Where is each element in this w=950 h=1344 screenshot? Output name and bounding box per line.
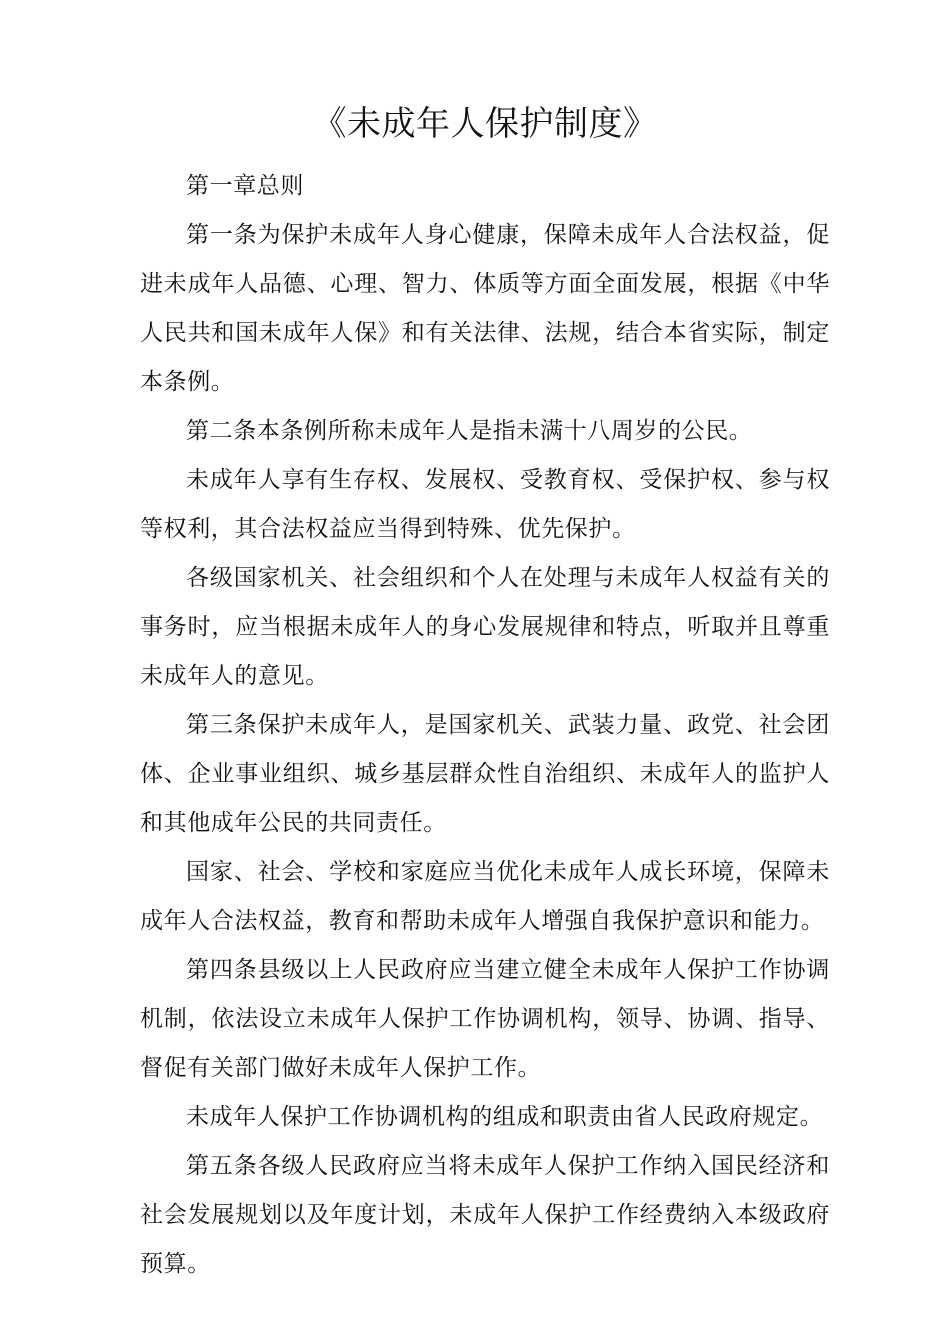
paragraph-article-2-clause-2: 未成年人享有生存权、发展权、受教育权、受保护权、参与权等权利，其合法权益应当得到特殊、优先保护。: [140, 467, 830, 542]
paragraph-article-1: 第一条为保护未成年人身心健康，保障未成年人合法权益，促进未成年人品德、心理、智力、体质等方面全面发展，根据《中华人民共和国未成年人保》和有关法律、法规，结合本省实际，制定本条例。: [140, 222, 830, 395]
paragraph-article-2-clause-3: 各级国家机关、社会组织和个人在处理与未成年人权益有关的事务时，应当根据未成年人的身心发展规律和特点，听取并且尊重未成年人的意见。: [140, 565, 830, 689]
paragraph-article-3-clause-2: 国家、社会、学校和家庭应当优化未成年人成长环境，保障未成年人合法权益，教育和帮助未成年人增强自我保护意识和能力。: [140, 859, 830, 934]
chapter-heading: 第一章总则: [186, 173, 304, 199]
paragraph-article-4: 第四条县级以上人民政府应当建立健全未成年人保护工作协调机制，依法设立未成年人保护工作协调机构，领导、协调、指导、督促有关部门做好未成年人保护工作。: [140, 957, 830, 1081]
paragraph-article-4-clause-2: 未成年人保护工作协调机构的组成和职责由省人民政府规定。: [186, 1104, 824, 1130]
paragraph-article-2: 第二条本条例所称未成年人是指未满十八周岁的公民。: [186, 418, 753, 444]
paragraph-article-5: 第五条各级人民政府应当将未成年人保护工作纳入国民经济和社会发展规划以及年度计划，未成年人保护工作经费纳入本级政府预算。: [140, 1153, 830, 1277]
paragraph-article-3: 第三条保护未成年人，是国家机关、武装力量、政党、社会团体、企业事业组织、城乡基层群众性自治组织、未成年人的监护人和其他成年公民的共同责任。: [140, 712, 830, 836]
document-title: 《未成年人保护制度》: [312, 104, 658, 144]
document-page: [140, 96, 830, 1289]
